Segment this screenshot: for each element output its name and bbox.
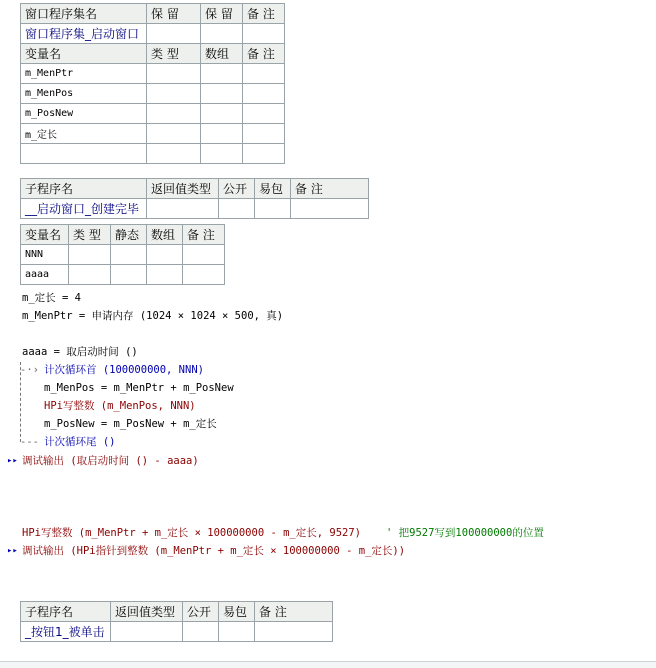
code-line[interactable]: m_定长 = 4	[22, 292, 81, 304]
sub-name-cell[interactable]: _按钮1_被单击	[21, 622, 111, 642]
code-line[interactable]: HPi写整数 (m_MenPos, NNN)	[44, 400, 196, 412]
local-var-remark[interactable]	[183, 265, 225, 285]
assembly-name-cell[interactable]: 窗口程序集_启动窗口	[21, 24, 147, 44]
local-var-array[interactable]	[147, 265, 183, 285]
header-local-type: 类 型	[69, 225, 111, 245]
header-easy-pkg: 易包	[255, 179, 291, 199]
header-sub-remark: 备 注	[291, 179, 369, 199]
return-type-cell[interactable]	[111, 622, 183, 642]
var-name-cell[interactable]: m_PosNew	[21, 104, 147, 124]
local-var-static[interactable]	[111, 245, 147, 265]
code-line-loop-start[interactable]: 计次循环首 (100000000, NNN)	[44, 364, 204, 376]
local-var-table	[20, 224, 225, 285]
header-var-array: 数组	[201, 44, 243, 64]
local-var-type[interactable]	[69, 245, 111, 265]
header-return-type: 返回值类型	[111, 602, 183, 622]
local-var-name[interactable]: NNN	[21, 245, 69, 265]
code-line-debug-output[interactable]: 调试输出 (取启动时间 () - aaaa)	[22, 455, 199, 467]
var-remark-cell[interactable]	[243, 84, 285, 104]
subroutine-table-2	[20, 601, 333, 642]
header-public: 公开	[219, 179, 255, 199]
var-name-cell[interactable]	[21, 144, 147, 164]
reserved-cell-2[interactable]	[201, 24, 243, 44]
header-local-name: 变量名	[21, 225, 69, 245]
header-public: 公开	[183, 602, 219, 622]
loop-end-marker-icon: ---	[20, 436, 39, 448]
var-array-cell[interactable]	[201, 124, 243, 144]
var-remark-cell[interactable]	[243, 104, 285, 124]
sub-remark-cell[interactable]	[291, 199, 369, 219]
local-var-type[interactable]	[69, 265, 111, 285]
header-reserved-2: 保 留	[201, 4, 243, 24]
var-remark-cell[interactable]	[243, 64, 285, 84]
local-var-remark[interactable]	[183, 245, 225, 265]
sub-name-cell[interactable]: __启动窗口_创建完毕	[21, 199, 147, 219]
header-easy-pkg: 易包	[219, 602, 255, 622]
sub-remark-cell[interactable]	[255, 622, 333, 642]
breakpoint-arrow-icon[interactable]: ▸▸	[7, 546, 18, 556]
header-reserved-1: 保 留	[147, 4, 201, 24]
assembly-table	[20, 3, 285, 164]
local-var-static[interactable]	[111, 265, 147, 285]
local-var-name[interactable]: aaaa	[21, 265, 69, 285]
loop-start-marker-icon: -·›	[20, 364, 39, 376]
var-type-cell[interactable]	[147, 104, 201, 124]
var-array-cell[interactable]	[201, 84, 243, 104]
code-line[interactable]: m_MenPtr = 申请内存 (1024 × 1024 × 500, 真)	[22, 310, 284, 322]
horizontal-scrollbar[interactable]	[0, 661, 656, 668]
var-type-cell[interactable]	[147, 84, 201, 104]
header-return-type: 返回值类型	[147, 179, 219, 199]
public-cell[interactable]	[219, 199, 255, 219]
var-name-cell[interactable]: m_定长	[21, 124, 147, 144]
code-line[interactable]: HPi写整数 (m_MenPtr + m_定长 × 100000000 - m_定长, 9527)	[22, 527, 362, 539]
easy-pkg-cell[interactable]	[255, 199, 291, 219]
var-array-cell[interactable]	[201, 104, 243, 124]
var-name-cell[interactable]: m_MenPtr	[21, 64, 147, 84]
code-line[interactable]: aaaa = 取启动时间 ()	[22, 346, 138, 358]
easy-pkg-cell[interactable]	[219, 622, 255, 642]
header-var-remark: 备 注	[243, 44, 285, 64]
return-type-cell[interactable]	[147, 199, 219, 219]
local-var-array[interactable]	[147, 245, 183, 265]
header-local-static: 静态	[111, 225, 147, 245]
code-line[interactable]: m_PosNew = m_PosNew + m_定长	[44, 418, 217, 430]
header-sub-remark: 备 注	[255, 602, 333, 622]
header-assembly-name: 窗口程序集名	[21, 4, 147, 24]
code-line-debug-output[interactable]: 调试输出 (HPi指针到整数 (m_MenPtr + m_定长 × 100000000 - m_定长))	[22, 545, 406, 557]
header-remark: 备 注	[243, 4, 285, 24]
remark-cell[interactable]	[243, 24, 285, 44]
var-type-cell[interactable]	[147, 124, 201, 144]
subroutine-table-1	[20, 178, 369, 219]
var-type-cell[interactable]	[147, 64, 201, 84]
code-line[interactable]: m_MenPos = m_MenPtr + m_PosNew	[44, 382, 234, 394]
code-comment: ' 把9527写到100000000的位置	[386, 527, 544, 539]
var-name-cell[interactable]: m_MenPos	[21, 84, 147, 104]
header-var-name: 变量名	[21, 44, 147, 64]
header-local-remark: 备 注	[183, 225, 225, 245]
header-sub-name: 子程序名	[21, 602, 111, 622]
var-array-cell[interactable]	[201, 144, 243, 164]
code-line-loop-end[interactable]: 计次循环尾 ()	[44, 436, 116, 448]
header-sub-name: 子程序名	[21, 179, 147, 199]
var-type-cell[interactable]	[147, 144, 201, 164]
breakpoint-arrow-icon[interactable]: ▸▸	[7, 456, 18, 466]
header-var-type: 类 型	[147, 44, 201, 64]
var-array-cell[interactable]	[201, 64, 243, 84]
var-remark-cell[interactable]	[243, 144, 285, 164]
reserved-cell-1[interactable]	[147, 24, 201, 44]
var-remark-cell[interactable]	[243, 124, 285, 144]
public-cell[interactable]	[183, 622, 219, 642]
header-local-array: 数组	[147, 225, 183, 245]
